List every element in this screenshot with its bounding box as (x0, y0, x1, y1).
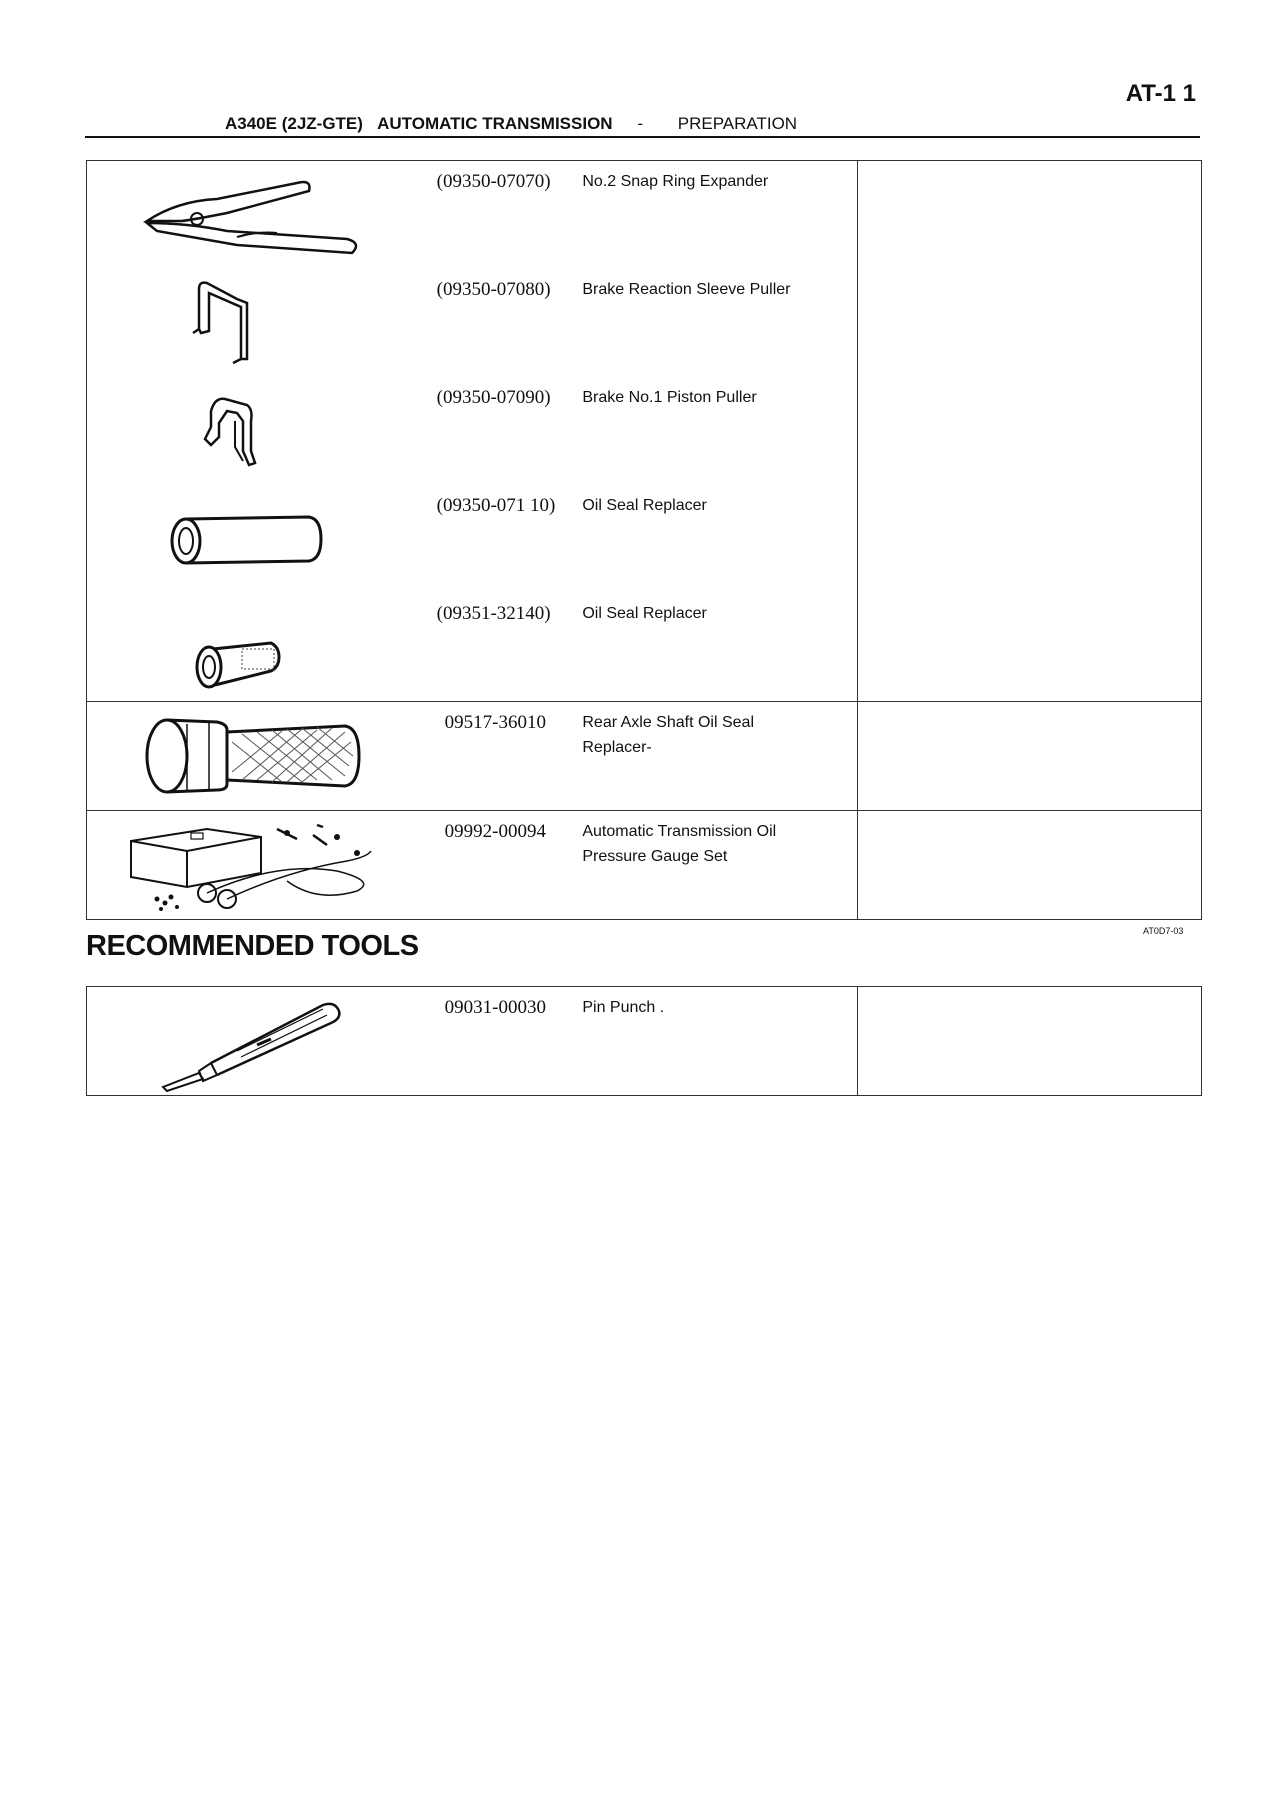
tool-names-cell (582, 161, 857, 702)
tool-image-cell (87, 987, 433, 1096)
tool-code-cell (433, 811, 583, 920)
tool-code: (09350-071 10) (436, 495, 556, 516)
oil-seal-replacer-icon (87, 485, 387, 593)
tool-code: 09992-00094 (444, 821, 546, 842)
tool-image (87, 269, 433, 377)
tool-name: No.2 Snap Ring Expander (582, 173, 769, 190)
sleeve-puller-icon (87, 269, 387, 377)
tool-image (87, 377, 433, 485)
tool-name: Oil Seal Replacer (582, 605, 707, 622)
table-row (87, 987, 1202, 1096)
tool-name-line: Rear Axle Shaft Oil Seal (582, 714, 754, 731)
tool-image (87, 161, 433, 269)
tool-name (582, 811, 856, 869)
tool-name: Oil Seal Replacer (582, 497, 707, 514)
tool-name-line: Automatic Transmission Oil (582, 823, 777, 840)
table-row (87, 811, 1202, 920)
note-cell (857, 161, 1201, 702)
tool-name-cell (582, 811, 857, 920)
tool-image (87, 593, 433, 701)
page-number: AT-1 1 (1125, 80, 1196, 107)
note-cell (857, 702, 1201, 811)
tool-name: Brake No.1 Piston Puller (582, 389, 757, 406)
figure-reference-code: AT0D7-03 (1143, 926, 1184, 936)
tool-image (87, 811, 433, 919)
tool-image (87, 702, 433, 810)
model-label: A340E (2JZ-GTE) (225, 114, 363, 133)
piston-puller-icon (87, 377, 387, 485)
sst-table (86, 160, 1202, 920)
small-oil-seal-replacer-icon (87, 593, 387, 701)
tool-code: (09351-32140) (436, 603, 551, 624)
tool-name-cell (582, 702, 857, 811)
tool-code: 09031-00030 (444, 997, 546, 1018)
table-row (87, 702, 1202, 811)
tool-code-cell (433, 987, 583, 1096)
tool-name-line: Pressure Gauge Set (582, 848, 728, 865)
tool-name: Pin Punch . (582, 999, 665, 1016)
axle-seal-replacer-icon (87, 702, 387, 810)
section-label: AUTOMATIC TRANSMISSION (377, 114, 613, 133)
tool-code-cell (433, 702, 583, 811)
tool-image (87, 485, 433, 593)
tool-code: 09517-36010 (444, 712, 546, 733)
tool-code: (09350-07090) (436, 387, 551, 408)
tool-image (87, 987, 433, 1095)
tool-code: (09350-07080) (436, 279, 551, 300)
note-cell (857, 987, 1201, 1096)
tool-image-cell (87, 702, 433, 811)
tool-name-cell (582, 987, 857, 1096)
recommended-tools-table (86, 986, 1202, 1096)
note-cell (857, 811, 1201, 920)
section-title: RECOMMENDED TOOLS (86, 930, 419, 962)
pin-punch-icon (87, 987, 387, 1095)
snap-ring-expander-icon (87, 161, 387, 269)
tool-name: Brake Reaction Sleeve Puller (582, 281, 791, 298)
tool-name-line: Replacer- (582, 739, 652, 756)
tool-codes-cell (433, 161, 583, 702)
chapter-label: PREPARATION (677, 114, 798, 133)
header-rule (85, 136, 1200, 138)
tool-image-cell (87, 811, 433, 920)
running-header (225, 114, 797, 134)
pressure-gauge-set-icon (87, 811, 387, 919)
tool-illustrations-cell (87, 161, 433, 702)
tool-code: (09350-07070) (436, 171, 551, 192)
tool-name (582, 702, 856, 760)
header-separator: - (637, 114, 643, 133)
table-row (87, 161, 1202, 702)
